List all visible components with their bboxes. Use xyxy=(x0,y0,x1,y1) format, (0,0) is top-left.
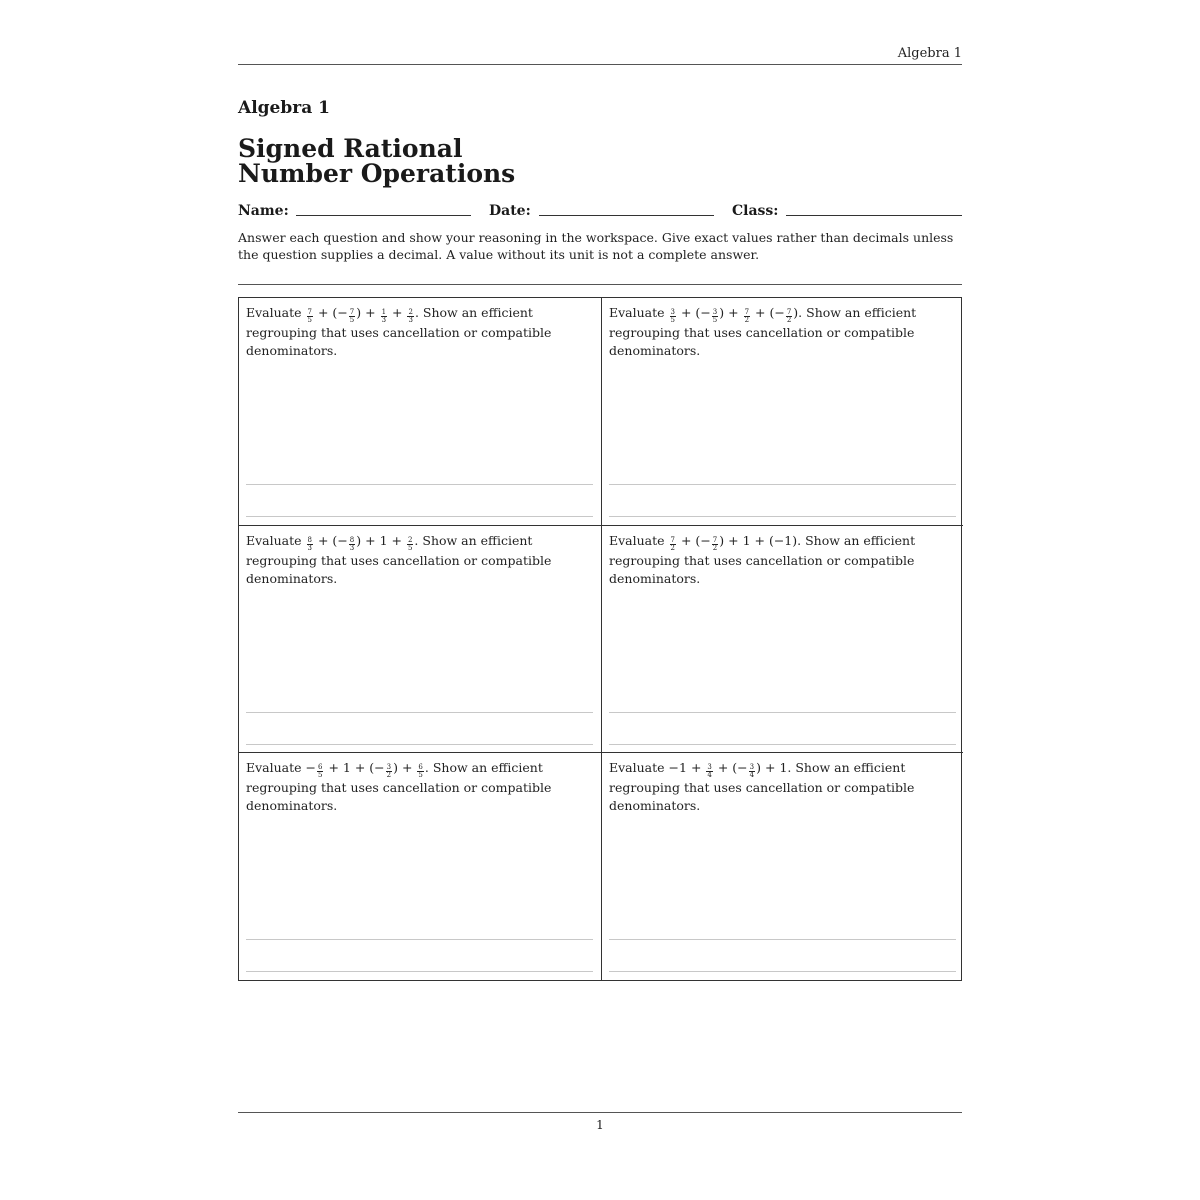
problem-cell-2[interactable] xyxy=(601,298,963,526)
class-field[interactable] xyxy=(786,215,962,216)
problem-cell-6[interactable] xyxy=(601,752,963,980)
answer-line[interactable] xyxy=(246,712,593,713)
problem-prompt-1: Evaluate $\frac{7}{5}$ + (− $\frac{7}{5}$ ) + $\frac{1}{3}$ + $\frac{2}{3}$ . Show an efficient regrouping that uses cancellation or compatible denominators. xyxy=(246,305,552,358)
date-field[interactable] xyxy=(539,215,714,216)
answer-line[interactable] xyxy=(246,971,593,972)
answer-line[interactable] xyxy=(246,484,593,485)
problem-cell-4[interactable] xyxy=(601,525,963,753)
worksheet-page xyxy=(238,0,962,1200)
title-line-1: Signed Rational xyxy=(238,134,463,163)
date-label: Date: xyxy=(489,203,531,219)
name-label: Name: xyxy=(238,203,289,219)
instructions-rule xyxy=(238,284,962,285)
problem-grid xyxy=(238,297,962,981)
class-label: Class: xyxy=(732,203,779,219)
problem-prompt-5: Evaluate − $\frac{6}{5}$ + 1 + (− $\frac{3}{2}$ ) + $\frac{6}{5}$ . Show an efficient regrouping that uses cancellation or compatible denominators. xyxy=(246,760,552,813)
course-label: Algebra 1 xyxy=(238,98,330,118)
student-fields xyxy=(238,203,962,223)
problem-prompt-3: Evaluate $\frac{8}{3}$ + (− $\frac{8}{3}$ ) + 1 + $\frac{2}{5}$ . Show an efficient regrouping that uses cancellation or compatible denominators. xyxy=(246,533,552,586)
answer-line[interactable] xyxy=(609,712,956,713)
problem-prompt-4: Evaluate $\frac{7}{2}$ + (− $\frac{7}{2}$ ) + 1 + (−1). Show an efficient regrouping that uses cancellation or compatible denominators. xyxy=(609,533,916,586)
answer-line[interactable] xyxy=(246,744,593,745)
instructions: Answer each question and show your reasoning in the workspace. Give exact values rather than decimals unless the question supplies a decimal. A value without its unit is not a complete answer. xyxy=(238,230,954,262)
problem-cell-1[interactable] xyxy=(239,298,601,526)
problem-prompt-2: Evaluate $\frac{3}{5}$ + (− $\frac{3}{5}$ ) + $\frac{7}{2}$ + (− $\frac{7}{2}$ ). Show an efficient regrouping that uses cancellation or compatible denominators. xyxy=(609,305,917,358)
answer-line[interactable] xyxy=(609,516,956,517)
page-title xyxy=(238,136,638,186)
answer-line[interactable] xyxy=(246,939,593,940)
title-line-2: Number Operations xyxy=(238,159,516,188)
name-field[interactable] xyxy=(296,215,471,216)
header-rule xyxy=(238,64,962,65)
answer-line[interactable] xyxy=(246,516,593,517)
problem-prompt-6: Evaluate −1 + $\frac{3}{4}$ + (− $\frac{3}{4}$ ) + 1. Show an efficient regrouping that uses cancellation or compatible denominators. xyxy=(609,760,915,813)
problem-cell-5[interactable] xyxy=(239,752,601,980)
page-number: 1 xyxy=(596,1118,604,1132)
running-head: Algebra 1 xyxy=(897,46,962,61)
answer-line[interactable] xyxy=(609,744,956,745)
answer-line[interactable] xyxy=(609,484,956,485)
problem-cell-3[interactable] xyxy=(239,525,601,753)
footer-rule xyxy=(238,1112,962,1113)
answer-line[interactable] xyxy=(609,971,956,972)
answer-line[interactable] xyxy=(609,939,956,940)
